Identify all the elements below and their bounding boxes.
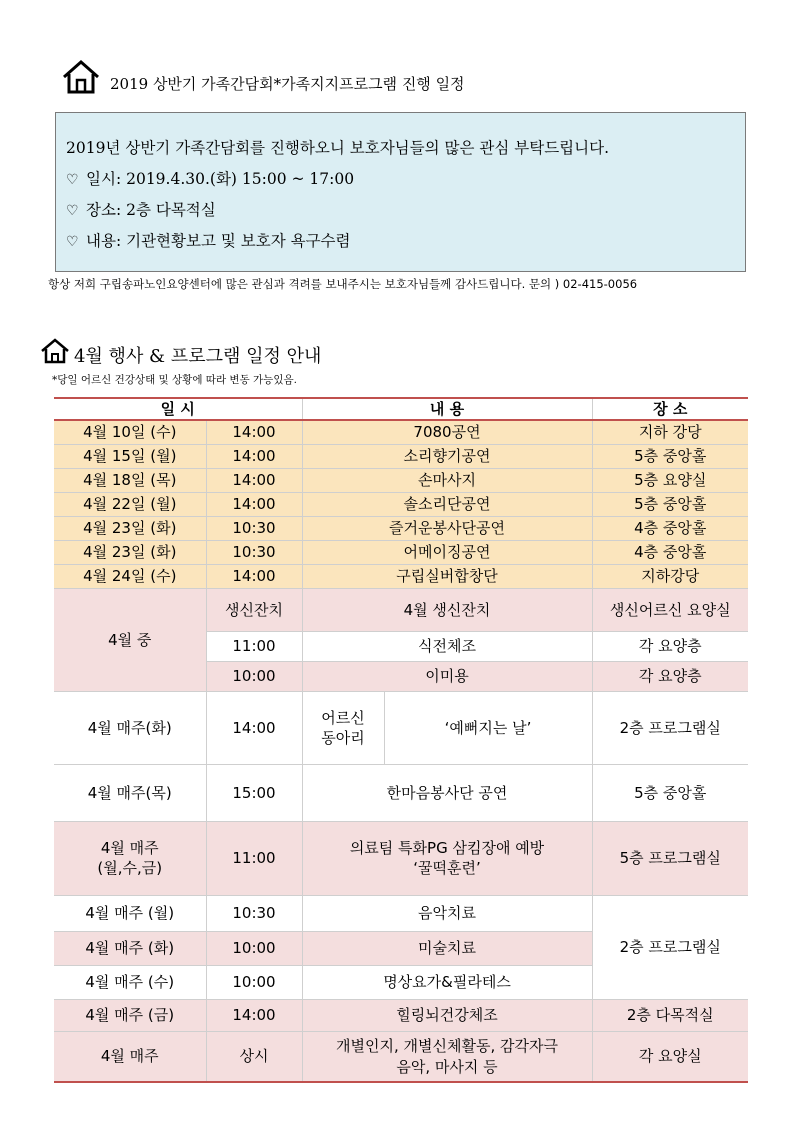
table-row [54, 444, 748, 468]
cell-place: 4층 중앙홀 [592, 516, 748, 540]
cell-time: 14:00 [206, 691, 302, 764]
heart-icon: ♡ [66, 203, 79, 219]
cell-place: 5층 요양실 [592, 468, 748, 492]
table-header-row [54, 398, 748, 420]
cell-content: 음악치료 [302, 895, 592, 931]
cell-place: 지하강당 [592, 564, 748, 588]
cell-time: 10:00 [206, 661, 302, 691]
cell-time: 10:30 [206, 540, 302, 564]
cell-content: 7080공연 [302, 420, 592, 444]
cell-date: 4월 매주(목) [54, 764, 206, 821]
thanks-note: 항상 저희 구립송파노인요양센터에 많은 관심과 격려를 보내주시는 보호자님들께 감사드립니다. 문의 ) 02-415-0056 [48, 277, 638, 291]
cell-time: 14:00 [206, 444, 302, 468]
cell-place: 5층 중앙홀 [592, 764, 748, 821]
cell-content: 솔소리단공연 [302, 492, 592, 516]
cell-content: 구립실버합창단 [302, 564, 592, 588]
cell-date: 4월 매주 [54, 1031, 206, 1082]
cell-time: 10:30 [206, 895, 302, 931]
cell-time: 10:00 [206, 931, 302, 965]
cell-date: 4월 매주 (월,수,금) [54, 821, 206, 895]
cell-content: 4월 생신잔치 [302, 588, 592, 631]
notice-date: ♡ 일시: 2019.4.30.(화) 15:00 ~ 17:00 [66, 164, 745, 195]
cell-date: 4월 매주 (화) [54, 931, 206, 965]
cell-time: 11:00 [206, 631, 302, 661]
cell-content: 손마사지 [302, 468, 592, 492]
cell-place: 4층 중앙홀 [592, 540, 748, 564]
home-icon [40, 338, 70, 368]
table-row [54, 999, 748, 1031]
notice-content: ♡ 내용: 기관현황보고 및 보호자 욕구수렴 [66, 226, 745, 257]
table-row [54, 420, 748, 444]
notice-place: ♡ 장소: 2층 다목적실 [66, 195, 745, 226]
cell-time: 15:00 [206, 764, 302, 821]
cell-date: 4월 매주 (금) [54, 999, 206, 1031]
cell-place: 5층 중앙홀 [592, 492, 748, 516]
cell-time: 14:00 [206, 999, 302, 1031]
cell-content: 한마음봉사단 공연 [302, 764, 592, 821]
cell-content: 이미용 [302, 661, 592, 691]
cell-place: 지하 강당 [592, 420, 748, 444]
cell-place: 2층 다목적실 [592, 999, 748, 1031]
header-place: 장 소 [592, 398, 748, 420]
cell-place: 5층 프로그램실 [592, 821, 748, 895]
table-row [54, 764, 748, 821]
home-icon [62, 60, 100, 98]
notice-intro: 2019년 상반기 가족간담회를 진행하오니 보호자님들의 많은 관심 부탁드립니다. [66, 139, 610, 157]
table-row [54, 492, 748, 516]
header-datetime: 일 시 [54, 398, 302, 420]
cell-content: 즐거운봉사단공연 [302, 516, 592, 540]
cell-group: 어르신 동아리 [302, 691, 384, 764]
cell-date: 4월 매주 (수) [54, 965, 206, 999]
cell-date: 4월 매주 (월) [54, 895, 206, 931]
table-row [54, 540, 748, 564]
section-title-text: 4월 행사 & 프로그램 일정 안내 [74, 346, 322, 367]
cell-date: 4월 24일 (수) [54, 564, 206, 588]
cell-date: 4월 22일 (월) [54, 492, 206, 516]
cell-time: 10:00 [206, 965, 302, 999]
table-row [54, 1031, 748, 1082]
cell-place: 각 요양실 [592, 1031, 748, 1082]
schedule-table [54, 397, 748, 1083]
cell-content: 식전체조 [302, 631, 592, 661]
cell-content: ‘예뻐지는 날’ [384, 691, 592, 764]
cell-time: 상시 [206, 1031, 302, 1082]
cell-content: 의료팀 특화PG 삼킴장애 예방 ‘꿀떡훈련’ [302, 821, 592, 895]
heart-icon: ♡ [66, 172, 79, 188]
cell-place: 2층 프로그램실 [592, 895, 748, 999]
cell-content: 명상요가&필라테스 [302, 965, 592, 999]
schedule-title-text: 2019 상반기 가족간담회*가족지지프로그램 진행 일정 [110, 75, 465, 93]
cell-time: 14:00 [206, 468, 302, 492]
cell-content: 미술치료 [302, 931, 592, 965]
table-row [54, 564, 748, 588]
cell-place: 각 요양층 [592, 661, 748, 691]
heart-icon: ♡ [66, 234, 79, 250]
cell-date: 4월 10일 (수) [54, 420, 206, 444]
section-title [40, 338, 321, 368]
table-row [54, 691, 748, 764]
cell-time: 14:00 [206, 564, 302, 588]
cell-place: 생신어르신 요양실 [592, 588, 748, 631]
table-row [54, 468, 748, 492]
cell-content: 소리향기공연 [302, 444, 592, 468]
cell-time: 10:30 [206, 516, 302, 540]
cell-content: 어메이징공연 [302, 540, 592, 564]
cell-date: 4월 23일 (화) [54, 540, 206, 564]
cell-time: 14:00 [206, 492, 302, 516]
schedule-title [62, 62, 465, 98]
cell-content: 힐링뇌건강체조 [302, 999, 592, 1031]
cell-date: 4월 매주(화) [54, 691, 206, 764]
cell-date: 4월 23일 (화) [54, 516, 206, 540]
notice-box [55, 112, 746, 272]
cell-content: 개별인지, 개별신체활동, 감각자극 음악, 마사지 등 [302, 1031, 592, 1082]
cell-place: 각 요양층 [592, 631, 748, 661]
cell-place: 2층 프로그램실 [592, 691, 748, 764]
table-row [54, 516, 748, 540]
cell-date: 4월 15일 (월) [54, 444, 206, 468]
cell-time: 11:00 [206, 821, 302, 895]
table-row [54, 895, 748, 931]
cell-date: 4월 중 [54, 588, 206, 691]
cell-time: 14:00 [206, 420, 302, 444]
cell-date: 4월 18일 (목) [54, 468, 206, 492]
section-note: *당일 어르신 건강상태 및 상황에 따라 변동 가능있음. [52, 374, 297, 386]
header-content: 내 용 [302, 398, 592, 420]
cell-time: 생신잔치 [206, 588, 302, 631]
cell-place: 5층 중앙홀 [592, 444, 748, 468]
table-row [54, 821, 748, 895]
table-row [54, 588, 748, 631]
